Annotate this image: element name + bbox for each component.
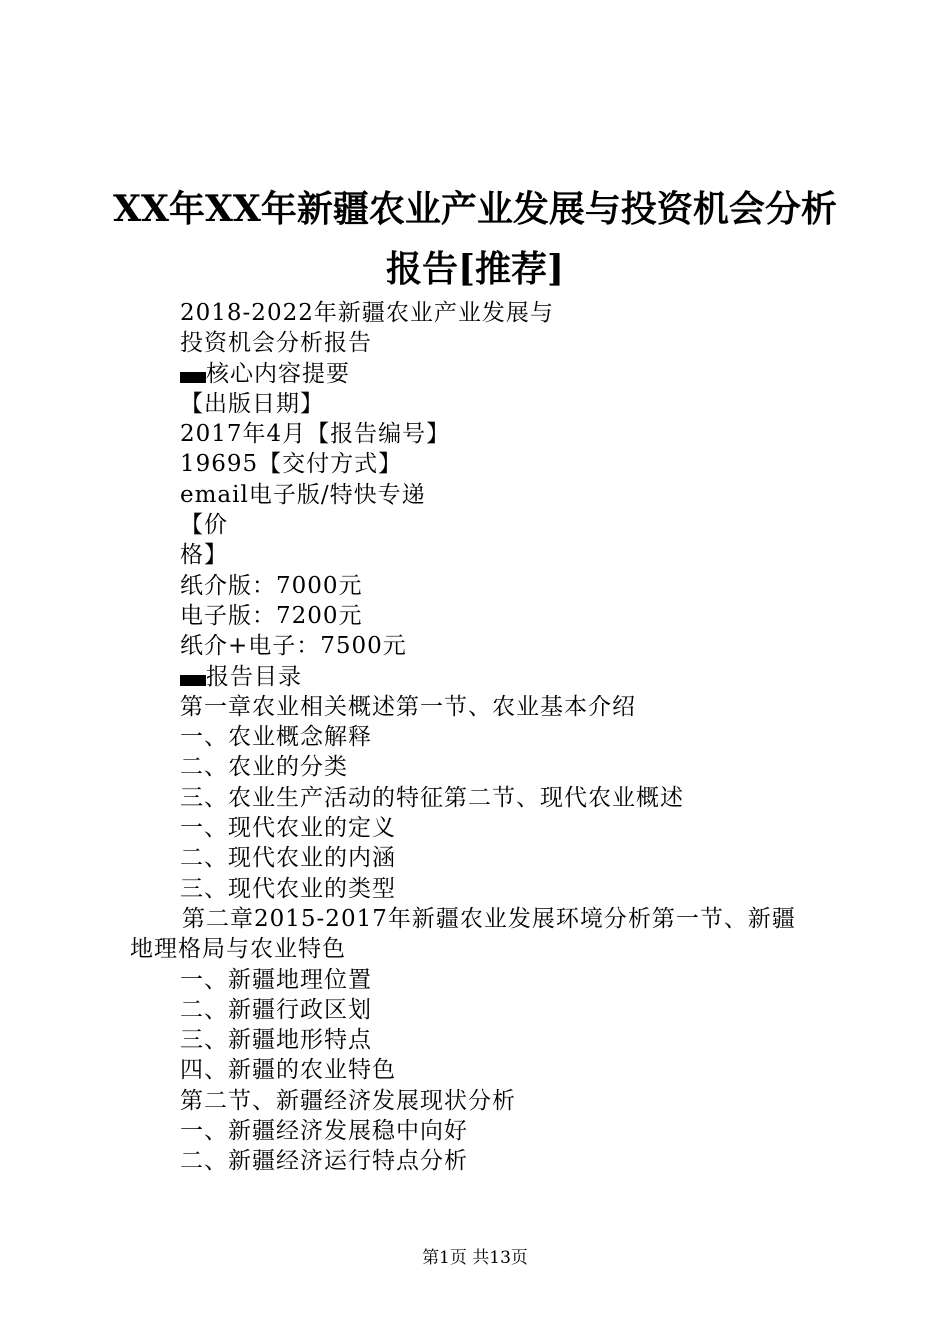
text-line: 【价 (180, 512, 228, 539)
text-line: 纸介+电子：7500元 (180, 633, 407, 660)
toc-line: 二、新疆行政区划 (180, 996, 372, 1023)
text-line: 纸介版：7000元 (180, 572, 363, 599)
section-heading: 报告目录 (206, 663, 302, 690)
document-body (0, 298, 950, 1177)
toc-line: 一、农业概念解释 (180, 724, 372, 751)
text-line: 19695【交付方式】 (180, 451, 403, 478)
black-bar-bullet-icon (180, 675, 206, 686)
section-heading: 核心内容提要 (206, 360, 350, 387)
black-bar-bullet-icon (180, 372, 206, 383)
document-title-line-1: XX年XX年新疆农业产业发展与投资机会分析 (113, 188, 837, 230)
toc-line: 第一章农业相关概述第一节、农业基本介绍 (180, 693, 636, 720)
text-line-with-bullet (0, 662, 950, 692)
toc-line-continuation: 地理格局与农业特色 (130, 936, 346, 963)
toc-line: 三、新疆地形特点 (180, 1027, 372, 1054)
page-footer: 第1页 共13页 (422, 1248, 528, 1268)
toc-line: 二、现代农业的内涵 (180, 845, 396, 872)
toc-line: 二、新疆经济运行特点分析 (180, 1148, 468, 1175)
toc-line: 一、新疆经济发展稳中向好 (180, 1118, 468, 1145)
toc-line: 二、农业的分类 (180, 754, 348, 781)
toc-line: 一、现代农业的定义 (180, 815, 396, 842)
text-line: 2017年4月【报告编号】 (180, 421, 451, 448)
text-line-with-bullet (0, 359, 950, 389)
text-line: 电子版：7200元 (180, 602, 363, 629)
toc-line: 三、农业生产活动的特征第二节、现代农业概述 (180, 784, 684, 811)
toc-line: 第二节、新疆经济发展现状分析 (180, 1087, 516, 1114)
toc-line: 三、现代农业的类型 (180, 875, 396, 902)
toc-line: 四、新疆的农业特色 (180, 1057, 396, 1084)
text-line: email电子版/特快专递 (180, 481, 426, 508)
document-title-line-2: 报告[推荐] (385, 248, 565, 290)
text-line: 【出版日期】 (180, 390, 324, 417)
text-line: 格】 (180, 542, 228, 569)
toc-line: 一、新疆地理位置 (180, 966, 372, 993)
text-line: 投资机会分析报告 (180, 330, 372, 357)
text-line: 2018-2022年新疆农业产业发展与 (180, 300, 554, 326)
toc-line: 第二章2015-2017年新疆农业发展环境分析第一节、新疆 (182, 905, 796, 932)
